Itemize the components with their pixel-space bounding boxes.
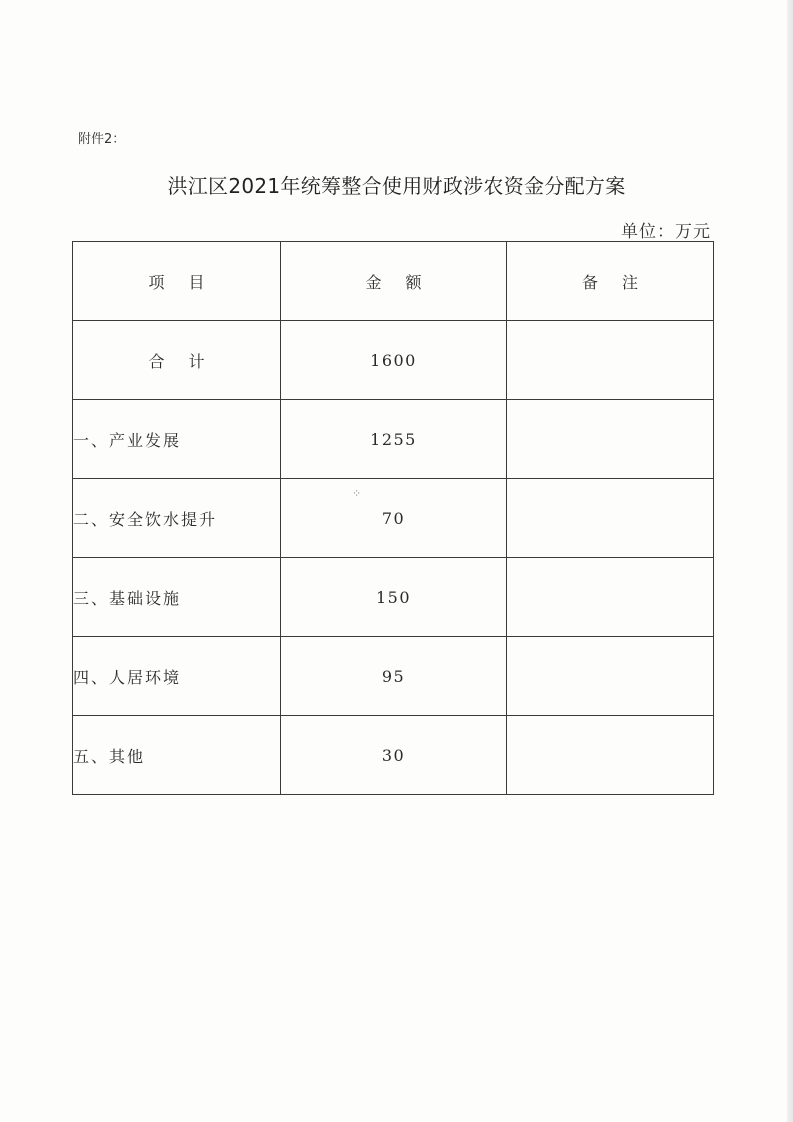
attachment-label: 附件2：	[78, 132, 126, 147]
row-note	[507, 558, 714, 637]
total-amount: 1600	[281, 321, 507, 400]
allocation-table	[72, 241, 714, 795]
table-row	[73, 558, 714, 637]
table-header-row	[73, 242, 714, 321]
table-row	[73, 400, 714, 479]
header-item: 项目	[73, 242, 281, 321]
total-note	[507, 321, 714, 400]
header-amount: 金额	[281, 242, 507, 321]
page-edge	[787, 0, 793, 1122]
row-item: 三、基础设施	[73, 558, 281, 637]
total-row	[73, 321, 714, 400]
row-note	[507, 400, 714, 479]
row-item: 二、安全饮水提升	[73, 479, 281, 558]
row-note	[507, 479, 714, 558]
row-item: 四、人居环境	[73, 637, 281, 716]
total-label: 合计	[73, 321, 281, 400]
table-row	[73, 637, 714, 716]
table-row	[73, 479, 714, 558]
row-amount: 95	[281, 637, 507, 716]
document-title: 洪江区2021年统筹整合使用财政涉农资金分配方案	[167, 174, 626, 198]
header-note: 备注	[507, 242, 714, 321]
row-item: 五、其他	[73, 716, 281, 795]
row-amount: 1255	[281, 400, 507, 479]
row-amount: 30	[281, 716, 507, 795]
unit-label: 单位：万元	[621, 222, 711, 242]
scan-smudge: ⁘	[352, 487, 362, 500]
row-note	[507, 637, 714, 716]
row-amount: 150	[281, 558, 507, 637]
table-row	[73, 716, 714, 795]
row-note	[507, 716, 714, 795]
row-amount: 70	[281, 479, 507, 558]
row-item: 一、产业发展	[73, 400, 281, 479]
